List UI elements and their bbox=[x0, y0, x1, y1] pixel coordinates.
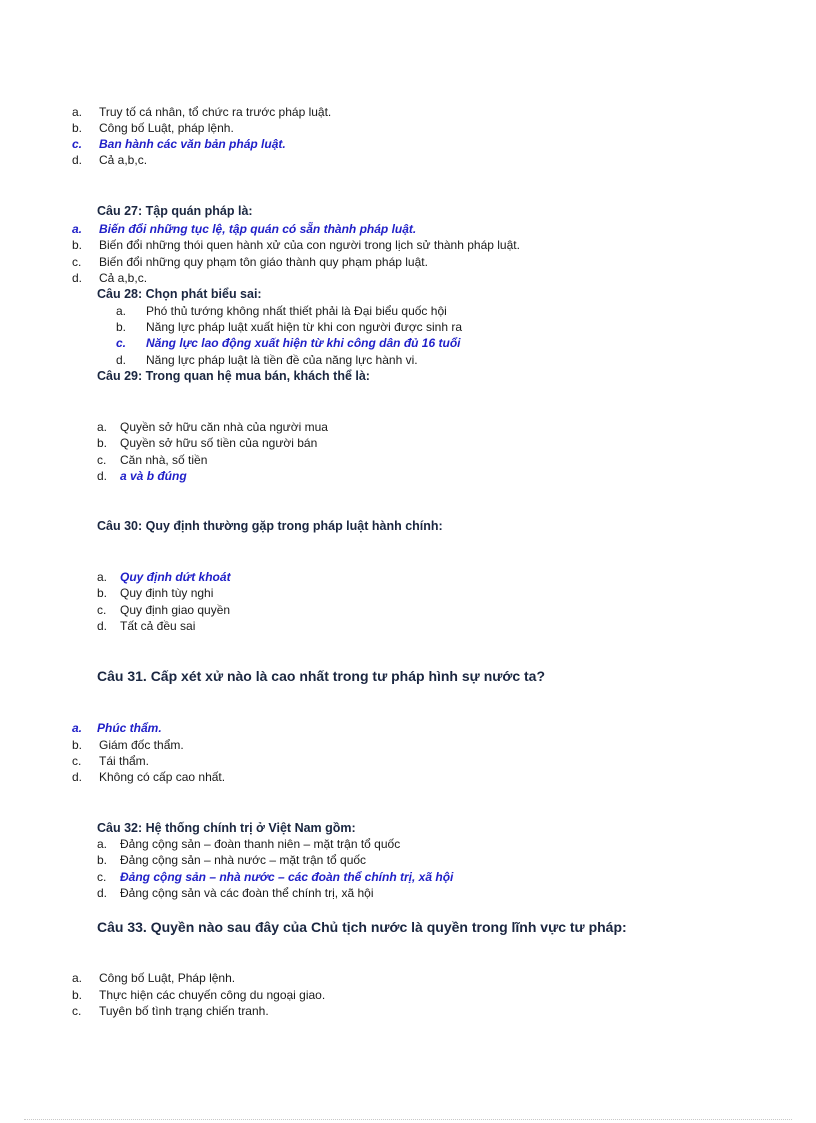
question-31-title: Câu 31. Cấp xét xử nào là cao nhất trong tư pháp hình sự nước ta? bbox=[97, 668, 546, 684]
option-label: c. bbox=[97, 603, 107, 617]
option-label: d. bbox=[116, 353, 127, 367]
option-label: c. bbox=[97, 453, 107, 467]
option-label: a. bbox=[72, 105, 83, 119]
page-footer-divider bbox=[24, 1119, 792, 1120]
option-text: Cả a,b,c. bbox=[99, 271, 148, 285]
option-label: d. bbox=[97, 619, 108, 633]
option-text: Tuyên bố tình trạng chiến tranh. bbox=[99, 1004, 269, 1018]
option-text: Đảng cộng sản – nhà nước – các đoàn thể chính trị, xã hội bbox=[120, 870, 454, 884]
option-label: a. bbox=[72, 721, 83, 735]
option-text: Thực hiện các chuyến công du ngoại giao. bbox=[99, 988, 326, 1002]
option-text: Biến đổi những thói quen hành xử của con người trong lịch sử thành pháp luật. bbox=[99, 238, 520, 252]
option-label: d. bbox=[72, 770, 83, 784]
option-text: Công bố Luật, Pháp lệnh. bbox=[99, 971, 236, 985]
question-32-title: Câu 32: Hệ thống chính trị ở Việt Nam gồm: bbox=[97, 821, 356, 835]
option-text: a và b đúng bbox=[120, 469, 187, 483]
option-label: b. bbox=[116, 320, 127, 334]
option-text: Tái thẩm. bbox=[99, 754, 150, 768]
option-label: b. bbox=[97, 853, 108, 867]
option-text: Năng lực pháp luật xuất hiện từ khi con người được sinh ra bbox=[146, 320, 463, 334]
option-text: Đảng cộng sản – đoàn thanh niên – mặt trận tổ quốc bbox=[120, 837, 401, 851]
option-label: a. bbox=[97, 837, 108, 851]
option-label: b. bbox=[97, 436, 108, 450]
question-33-title: Câu 33. Quyền nào sau đây của Chủ tịch nước là quyền trong lĩnh vực tư pháp: bbox=[97, 919, 627, 935]
option-text: Quyền sở hữu số tiền của người bán bbox=[120, 436, 318, 450]
option-text: Không có cấp cao nhất. bbox=[99, 770, 226, 784]
option-label: d. bbox=[72, 271, 83, 285]
option-label: a. bbox=[97, 570, 108, 584]
option-label: c. bbox=[72, 754, 82, 768]
option-text: Quy định giao quyền bbox=[120, 603, 231, 617]
option-text: Quy định dứt khoát bbox=[120, 570, 231, 584]
option-text: Giám đốc thẩm. bbox=[99, 738, 184, 752]
option-label: a. bbox=[116, 304, 127, 318]
option-text: Biến đổi những tục lệ, tập quán có sẵn thành pháp luật. bbox=[99, 222, 417, 236]
option-text: Truy tố cá nhân, tổ chức ra trước pháp luật. bbox=[99, 105, 332, 119]
option-text: Năng lực lao động xuất hiện từ khi công dân đủ 16 tuổi bbox=[146, 336, 461, 350]
option-text: Biến đổi những quy phạm tôn giáo thành quy phạm pháp luật. bbox=[99, 255, 428, 269]
option-label: a. bbox=[72, 222, 83, 236]
option-text: Ban hành các văn bản pháp luật. bbox=[99, 137, 286, 151]
option-text: Đảng cộng sản và các đoàn thể chính trị, xã hội bbox=[120, 886, 374, 900]
option-label: c. bbox=[72, 1004, 82, 1018]
option-label: c. bbox=[97, 870, 107, 884]
option-label: c. bbox=[116, 336, 127, 350]
option-text: Năng lực pháp luật là tiền đề của năng lực hành vi. bbox=[146, 353, 418, 367]
question-28-title: Câu 28: Chọn phát biểu sai: bbox=[97, 287, 262, 301]
option-text: Quy định tùy nghi bbox=[120, 586, 214, 600]
option-label: a. bbox=[97, 420, 108, 434]
option-label: b. bbox=[72, 738, 83, 752]
option-text: Công bố Luật, pháp lệnh. bbox=[99, 121, 234, 135]
option-label: b. bbox=[72, 988, 83, 1002]
option-label: d. bbox=[97, 886, 108, 900]
question-27-title: Câu 27: Tập quán pháp là: bbox=[97, 204, 253, 218]
option-label: c. bbox=[72, 137, 83, 151]
option-label: b. bbox=[72, 121, 83, 135]
option-label: d. bbox=[97, 469, 108, 483]
option-text: Phó thủ tướng không nhất thiết phải là Đại biểu quốc hội bbox=[146, 304, 447, 318]
option-text: Phúc thẩm. bbox=[97, 721, 162, 735]
option-label: b. bbox=[72, 238, 83, 252]
question-30-title: Câu 30: Quy định thường gặp trong pháp luật hành chính: bbox=[97, 519, 443, 533]
option-label: c. bbox=[72, 255, 82, 269]
question-29-title: Câu 29: Trong quan hệ mua bán, khách thể là: bbox=[97, 369, 370, 383]
option-label: a. bbox=[72, 971, 83, 985]
option-text: Đảng cộng sản – nhà nước – mặt trận tổ quốc bbox=[120, 853, 367, 867]
option-text: Tất cả đều sai bbox=[120, 619, 196, 633]
option-text: Căn nhà, số tiền bbox=[120, 453, 208, 467]
option-label: b. bbox=[97, 586, 108, 600]
option-text: Cả a,b,c. bbox=[99, 153, 148, 167]
option-text: Quyền sở hữu căn nhà của người mua bbox=[120, 420, 328, 434]
option-label: d. bbox=[72, 153, 83, 167]
